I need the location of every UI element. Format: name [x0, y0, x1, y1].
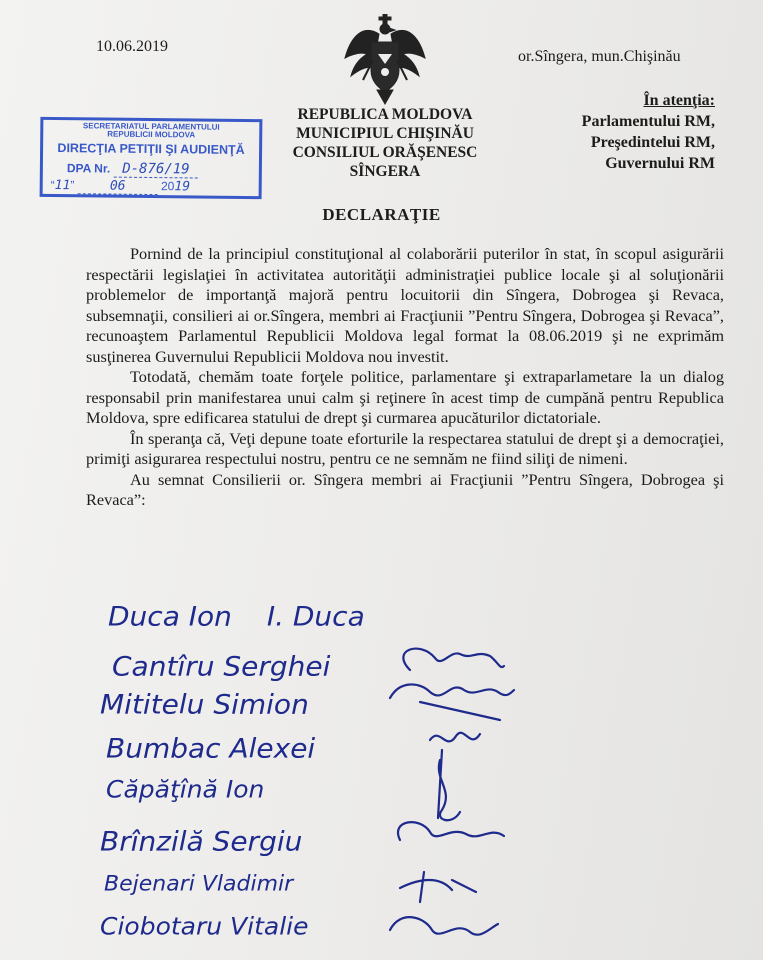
stamp-day: 11 [54, 177, 71, 194]
signatory-name: Căpăţînă Ion [106, 775, 265, 804]
signature-row [112, 650, 330, 688]
stamp-year-suffix: 19 [174, 179, 191, 195]
stamp-dpa-label: DPA Nr. [66, 161, 111, 176]
signatory-name: Mititelu Simion [100, 688, 309, 721]
addressees [582, 90, 715, 174]
stamp-department: DIRECŢIA PETIŢII ŞI AUDIENŢĂ [57, 141, 245, 157]
document-title: DECLARAŢIE [322, 205, 441, 224]
coat-of-arms-icon [343, 14, 427, 106]
body-paragraph: În speranţa că, Veţi depune toate eforturile la respectarea statului de drept şi a democraţiei, primiţi asigurarea respectului nostru, pentru ce ne semnăm ne fiind siliţi de nimeni. [86, 428, 724, 468]
document-body [86, 244, 724, 511]
signatories-intro: Au semnat Consilierii or. Sîngera membri ai Fracţiunii ”Pentru Sîngera, Dobrogea şi Revaca”: [86, 469, 724, 509]
signature-row [106, 732, 315, 770]
registration-stamp [40, 117, 263, 199]
signatory-name: Duca Ion [108, 600, 232, 633]
attention-heading: În atenţia: [643, 92, 715, 109]
stamp-month: 06 [109, 178, 126, 194]
signatory-initials: I. Duca [266, 600, 365, 633]
stamp-line: SECRETARIATUL PARLAMENTULUI [82, 121, 220, 132]
signature-row [100, 825, 302, 863]
stamp-dpa-number: D-876/19 [114, 161, 198, 179]
signatory-name: Ciobotaru Vitalie [100, 912, 309, 941]
institution-header [276, 105, 494, 181]
document-location: or.Sîngera, mun.Chişinău [518, 48, 681, 65]
institution-line: SÎNGERA [349, 163, 421, 180]
addressee-line: Preşedintelui RM, [590, 134, 715, 151]
body-paragraph: Totodată, chemăm toate forţele politice, parlamentare şi extraparlametare la un dialog responsabil prin manifestarea unui calm şi reţinere în acest timp de cumpănă pentru Republica Moldova, spre edificarea statului de drept şi curmarea apucăturilor dictatoriale. [86, 367, 724, 427]
signatory-name: Bumbac Alexei [106, 732, 316, 765]
handwritten-signatures-icon [380, 640, 520, 950]
stamp-date: “11” 06 2019 [50, 177, 191, 195]
institution-line: REPUBLICA MOLDOVA [297, 106, 473, 123]
stamp-dpa [67, 160, 198, 177]
signature-row [106, 775, 264, 813]
signature-row [104, 872, 293, 910]
signatory-name: Cantîru Serghei [112, 650, 331, 683]
signature-row [100, 688, 309, 726]
addressee-line: Parlamentului RM, [581, 113, 715, 130]
institution-line: CONSILIUL ORĂŞENESC [292, 144, 478, 161]
stamp-year-prefix: 20 [160, 179, 175, 194]
institution-line: MUNICIPIUL CHIŞINĂU [296, 125, 474, 142]
signature-row [100, 912, 309, 950]
stamp-line: REPUBLICII MOLDOVA [107, 129, 196, 140]
signatory-name: Brînzilă Sergiu [100, 825, 303, 858]
addressee-line: Guvernului RM [605, 155, 715, 172]
signatory-name: Bejenari Vladimir [104, 872, 294, 897]
body-paragraph: Pornind de la principiul constituţional al colaborării puterilor în stat, în scopul asigurării respectării legislaţiei în activitatea autorităţii administraţiei publice locale şi al soluţionării problemelor de importanţă majoră pentru locuitorii din Sîngera, Dobrogea şi Revaca, subsemnaţii, consilieri ai or.Sîngera, membri ai Fracţiunii ”Pentru Sîngera, Dobrogea şi Revaca”, recunoaştem Parlamentul Republicii Moldova legal format la 08.06.2019 şi ne exprimăm susţinerea Guvernului Republicii Moldova nou investit. [86, 244, 724, 366]
document-date: 10.06.2019 [96, 38, 168, 55]
signature-row [108, 600, 365, 638]
